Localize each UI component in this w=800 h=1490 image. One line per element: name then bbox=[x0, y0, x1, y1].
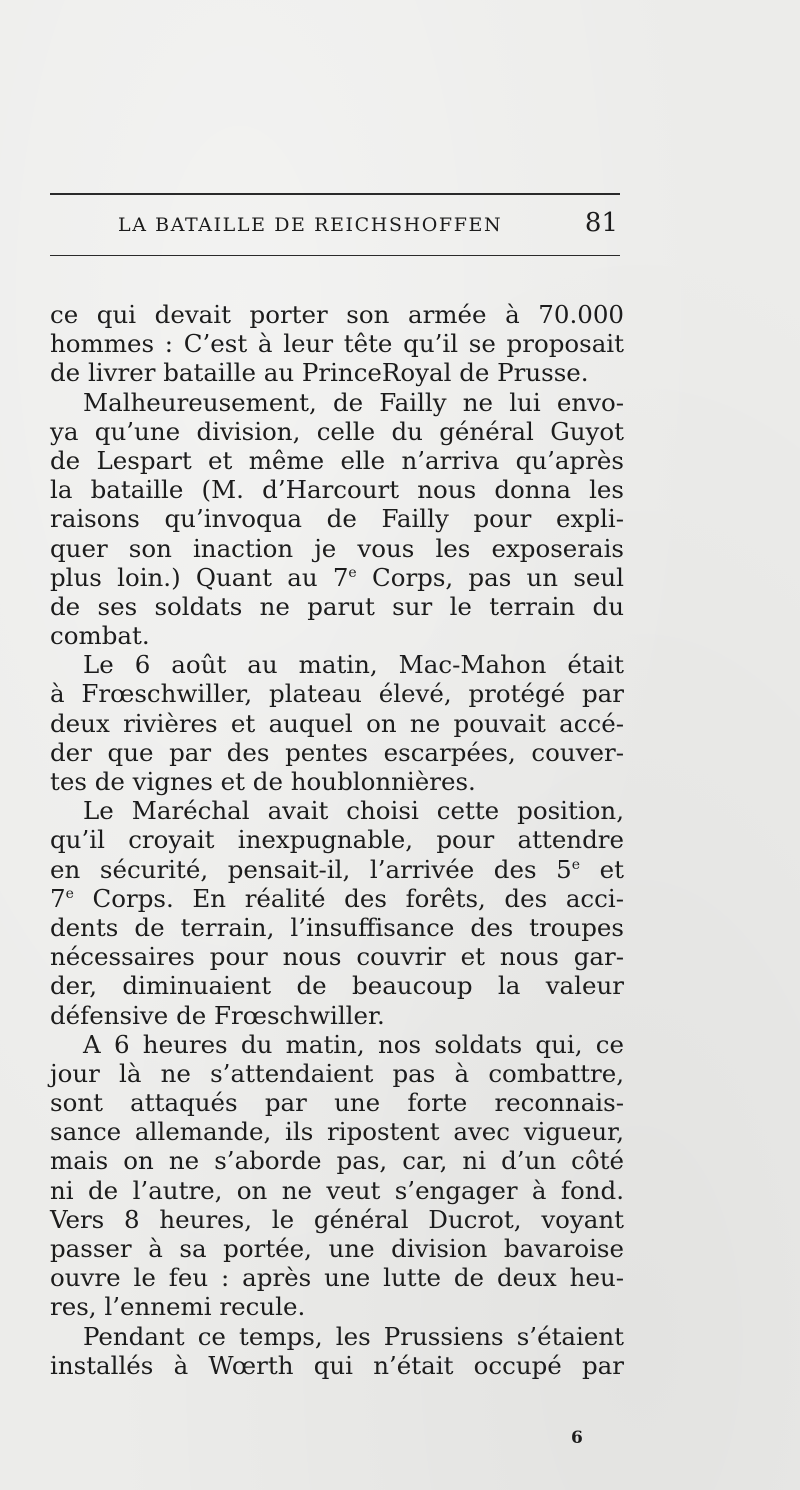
text-line bbox=[50, 1292, 624, 1321]
text-segment: et bbox=[580, 854, 625, 884]
text-line bbox=[50, 1351, 624, 1380]
text-segment: 7 bbox=[50, 883, 66, 913]
text-segment: de Lespart et même elle n’arriva qu’après bbox=[50, 445, 624, 475]
text-segment: Le 6 août au matin, Mac-Mahon était bbox=[83, 650, 624, 680]
text-segment: installés à Wœrth qui n’était occupé par bbox=[50, 1350, 624, 1380]
text-segment: A 6 heures du matin, nos soldats qui, ce bbox=[83, 1029, 624, 1059]
text-line bbox=[50, 446, 624, 475]
text-line bbox=[50, 1059, 624, 1088]
text-line bbox=[50, 563, 624, 592]
text-line bbox=[50, 475, 624, 504]
text-segment: combat. bbox=[50, 621, 150, 651]
text-line bbox=[50, 534, 624, 563]
text-segment: ce qui devait porter son armée à 70.000 bbox=[50, 300, 624, 329]
superscript: e bbox=[571, 856, 581, 873]
text-segment: Corps, pas un seul bbox=[356, 562, 625, 592]
text-segment: mais on ne s’aborde pas, car, ni d’un côté bbox=[50, 1146, 624, 1176]
text-line bbox=[50, 971, 624, 1000]
text-line bbox=[50, 1117, 624, 1146]
header-bottom-rule bbox=[50, 255, 620, 256]
text-line bbox=[50, 1322, 624, 1351]
text-line bbox=[50, 1234, 624, 1263]
text-line bbox=[50, 300, 624, 329]
text-segment: ya qu’une division, celle du général Guyot bbox=[50, 416, 624, 446]
text-line bbox=[50, 709, 624, 738]
text-line bbox=[50, 621, 624, 650]
text-line bbox=[50, 388, 624, 417]
signature-mark: 6 bbox=[571, 1428, 583, 1448]
page-number: 81 bbox=[584, 208, 618, 238]
text-segment: der, diminuaient de beaucoup la valeur bbox=[50, 971, 624, 1001]
text-line bbox=[50, 738, 624, 767]
text-segment: qu’il croyait inexpugnable, pour attendre bbox=[50, 825, 624, 855]
text-line bbox=[50, 1030, 624, 1059]
text-line bbox=[50, 329, 624, 358]
text-segment: de ses soldats ne parut sur le terrain du bbox=[50, 591, 624, 621]
superscript: e bbox=[348, 564, 357, 581]
text-line bbox=[50, 1146, 624, 1175]
text-line bbox=[50, 884, 624, 913]
text-line bbox=[50, 913, 624, 942]
superscript: e bbox=[65, 885, 74, 902]
text-line bbox=[50, 825, 624, 854]
text-segment: nécessaires pour nous couvrir et nous gar- bbox=[50, 942, 624, 972]
text-line bbox=[50, 592, 624, 621]
text-line bbox=[50, 504, 624, 533]
text-segment: res, l’ennemi recule. bbox=[50, 1292, 306, 1322]
text-segment: Le Maréchal avait choisi cette position, bbox=[83, 796, 624, 826]
text-line bbox=[50, 1205, 624, 1234]
page-header bbox=[50, 208, 620, 244]
text-segment: ni de l’autre, on ne veut s’engager à fond. bbox=[50, 1175, 624, 1205]
text-line bbox=[50, 942, 624, 971]
text-segment: en sécurité, pensait-il, l’arrivée des 5 bbox=[50, 854, 572, 884]
text-segment: Vers 8 heures, le général Ducrot, voyant bbox=[50, 1204, 624, 1234]
text-segment: plus loin.) Quant au 7 bbox=[50, 562, 349, 592]
text-segment: passer à sa portée, une division bavaroise bbox=[50, 1234, 624, 1263]
body-text bbox=[50, 300, 624, 1380]
text-segment: sont attaqués par une forte reconnais- bbox=[50, 1088, 624, 1118]
text-segment: tes de vignes et de houblonnières. bbox=[50, 767, 476, 796]
text-segment: Pendant ce temps, les Prussiens s’étaient bbox=[83, 1321, 624, 1351]
text-segment: raisons qu’invoqua de Failly pour expli- bbox=[50, 504, 624, 534]
running-title: LA BATAILLE DE REICHSHOFFEN bbox=[118, 214, 503, 236]
text-segment: deux rivières et auquel on ne pouvait accé- bbox=[50, 708, 624, 738]
text-segment: Malheureusement, de Failly ne lui envo- bbox=[83, 387, 624, 417]
text-segment: défensive de Frœschwiller. bbox=[50, 1000, 385, 1030]
text-line bbox=[50, 679, 624, 708]
header-top-rule bbox=[50, 193, 620, 195]
text-line bbox=[50, 1088, 624, 1117]
text-line bbox=[50, 650, 624, 679]
text-segment: jour là ne s’attendaient pas à combattre, bbox=[50, 1058, 624, 1088]
text-line bbox=[50, 855, 624, 884]
text-line bbox=[50, 1001, 624, 1030]
text-segment: de livrer bataille au PrinceRoyal de Prusse. bbox=[50, 358, 589, 388]
text-segment: Corps. En réalité des forêts, des acci- bbox=[73, 883, 624, 913]
text-segment: hommes : C’est à leur tête qu’il se proposait bbox=[50, 329, 624, 359]
text-segment: la bataille (M. d’Harcourt nous donna les bbox=[50, 475, 624, 505]
text-segment: quer son inaction je vous les exposerais bbox=[50, 533, 624, 563]
text-line bbox=[50, 767, 624, 796]
text-line bbox=[50, 417, 624, 446]
text-segment: dents de terrain, l’insuffisance des troupes bbox=[50, 912, 624, 942]
text-segment: sance allemande, ils ripostent avec vigueur, bbox=[50, 1117, 624, 1147]
text-line bbox=[50, 358, 624, 387]
text-segment: der que par des pentes escarpées, couver- bbox=[50, 737, 624, 767]
text-segment: à Frœschwiller, plateau élevé, protégé par bbox=[50, 679, 624, 709]
text-segment: ouvre le feu : après une lutte de deux heu- bbox=[50, 1263, 624, 1293]
text-line bbox=[50, 796, 624, 825]
text-line bbox=[50, 1263, 624, 1292]
text-line bbox=[50, 1176, 624, 1205]
